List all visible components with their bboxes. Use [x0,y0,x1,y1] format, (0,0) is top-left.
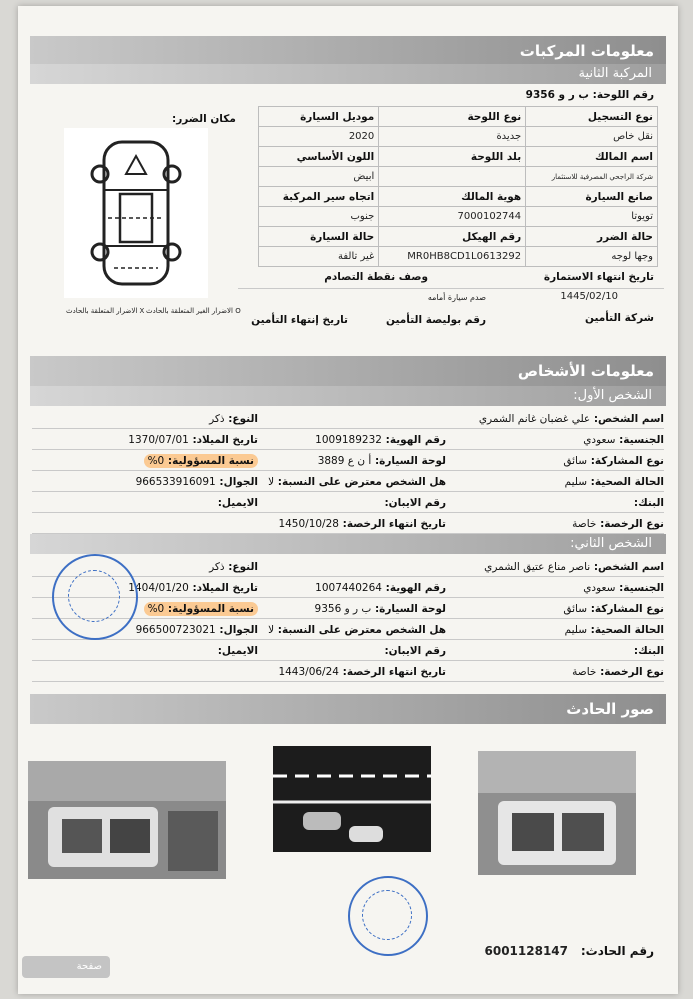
field-label: نسبة المسؤولية: [167,603,254,615]
vehicles-section-title: معلومات المركبات [30,36,666,66]
vehicle-field-label: موديل السيارة [259,107,379,127]
field-label: تاريخ الميلاد: [192,582,258,594]
photo-placeholder-icon [28,761,226,879]
person-health-field [565,623,664,637]
field-label: اسم الشخص: [593,413,664,425]
field-value: سائق [563,455,588,467]
row-divider [32,660,664,661]
person-bank-field [634,496,664,510]
stamp-inner-ring [68,570,120,622]
vehicle-field-value [379,167,526,187]
field-value: 1450/10/28 [278,518,339,530]
vehicle-label-row [259,227,658,247]
person-birth-field [128,581,258,595]
row-divider [32,428,664,429]
field-label: الجنسية: [619,582,664,594]
field-label: تاريخ الميلاد: [192,434,258,446]
person-license-exp-field [278,665,446,679]
person-license-field [572,665,664,679]
field-value: 0% [147,603,165,615]
vehicle-field-label: اللون الأساسي [259,147,379,167]
stamp-inner-ring [362,890,412,940]
page-label: صفحة [76,961,102,972]
field-label: الحالة الصحية: [590,624,664,636]
damage-place-label: مكان الضرر: [172,113,236,125]
field-label: لوحة السيارة: [374,455,446,467]
page-indicator [22,956,110,978]
field-value: 1009189232 [315,434,382,446]
vehicle-field-value: MR0HB8CD1L0613292 [379,247,526,267]
person-plate-field [315,602,446,616]
vehicle-value-row [259,207,658,227]
vehicle-field-label: نوع اللوحة [379,107,526,127]
person-title: الشخص الثاني: [30,534,666,554]
person-liability-field [144,454,258,468]
field-value: ذكر [209,413,225,425]
accident-photo-front-right[interactable] [478,751,636,875]
person-nationality-field [583,433,664,447]
official-stamp-bottom [348,876,428,956]
divider [238,288,664,289]
field-value: سليم [564,476,588,488]
vehicle-field-label: حالة الضرر [526,227,658,247]
field-value: أ ن ع 3889 [317,455,372,467]
vehicle-sub-title: المركبة الثانية [30,64,666,84]
damage-legend-x: X الاضرار المتعلقة بالحادث [66,307,145,315]
plate-line: رقم اللوحة: ب ر و 9356 [525,89,654,101]
vehicle-field-label: هوية المالك [379,187,526,207]
vehicle-field-value: 7000102744 [379,207,526,227]
vehicle-label-row [259,147,658,167]
field-label: رقم الهوية: [385,582,446,594]
insurance-policy-label: رقم بوليصة التأمين [386,314,486,326]
field-value: 1404/01/20 [128,582,189,594]
vehicle-field-value: غير تالفة [259,247,379,267]
field-value: لا [268,476,275,488]
field-label: الحالة الصحية: [590,476,664,488]
field-label: نوع الرخصة: [600,666,664,678]
field-label: الجوال: [219,476,258,488]
field-label: نوع الرخصة: [600,518,664,530]
field-label: النوع: [228,413,258,425]
field-value: 1007440264 [315,582,382,594]
field-label: النوع: [228,561,258,573]
vehicle-field-label: صانع السيارة [526,187,658,207]
row-divider [32,639,664,640]
field-label: رقم الهوية: [385,434,446,446]
vehicle-label-row [259,187,658,207]
person-plate-field [318,454,446,468]
person-birth-field [128,433,258,447]
vehicle-info-table [258,106,658,267]
field-value: خاصة [572,518,597,530]
person-objects-field [268,623,446,637]
vehicle-value-row [259,127,658,147]
vehicle-value-row [259,167,658,187]
field-value: لا [268,624,275,636]
vehicle-field-value: جنوب [259,207,379,227]
field-value: سائق [563,603,588,615]
field-label: لوحة السيارة: [374,603,446,615]
vehicle-value-row [259,247,658,267]
field-value: خاصة [572,666,597,678]
field-label: رقم الايبان: [384,497,446,509]
person-name-field [479,412,664,426]
person-title: الشخص الأول: [30,386,666,406]
field-label: تاريخ انتهاء الرخصة: [342,666,446,678]
field-value: 1443/06/24 [278,666,339,678]
person-email-field [218,496,258,510]
field-value: سعودي [583,434,616,446]
field-value: 966533916091 [135,476,216,488]
car-outline-icon [64,128,208,298]
accident-diagram-photo[interactable] [273,746,431,852]
field-label: نسبة المسؤولية: [167,455,254,467]
car-damage-diagram [64,128,208,298]
person-license-field [572,517,664,531]
person-iban-field [384,496,446,510]
vehicle-field-value: شركة الراجحي المصرفية للاستثمار [526,167,658,187]
field-label: هل الشخص معترض على النسبة: [277,624,446,636]
person-role-field [563,602,664,616]
person-gender-field [209,560,258,574]
registration-expiry-value: 1445/02/10 [560,291,618,302]
vehicle-label-row [259,107,658,127]
vehicle-field-label: اتجاه سير المركبة [259,187,379,207]
registration-expiry-label: تاريخ انتهاء الاستمارة [543,271,654,283]
person-role-field [563,454,664,468]
vehicle-field-value: تويوتا [526,207,658,227]
field-label: الجوال: [219,624,258,636]
field-label: هل الشخص معترض على النسبة: [277,476,446,488]
person-id-field [315,433,446,447]
vehicle-field-label: رقم الهيكل [379,227,526,247]
persons-section-title: معلومات الأشخاص [30,356,666,386]
row-divider [32,681,664,682]
person-name-field [484,560,664,574]
accident-report-page [18,6,678,994]
field-label: رقم الايبان: [384,645,446,657]
collision-point-value: صدم سيارة أمامه [427,293,486,302]
person-mobile-field [136,475,258,489]
field-value: ذكر [209,561,225,573]
field-label: الايميل: [217,497,258,509]
person-email-field [218,644,258,658]
insurance-company-label: شركة التأمين [585,312,654,324]
person-license-exp-field [278,517,446,531]
person-objects-field [268,475,446,489]
damage-legend-o: O الاضرار الغير المتعلقة بالحادث [146,307,241,315]
person-health-field [565,475,664,489]
accident-number-value: 6001128147 [484,944,568,958]
person-mobile-field [136,623,258,637]
row-divider [32,491,664,492]
vehicle-field-label: بلد اللوحة [379,147,526,167]
field-value: ب ر و 9356 [314,603,372,615]
collision-point-label: وصف نقطة التصادم [324,271,428,283]
field-value: 1370/07/01 [128,434,189,446]
person-bank-field [634,644,664,658]
vehicle-field-label: اسم المالك [526,147,658,167]
field-label: تاريخ انتهاء الرخصة: [342,518,446,530]
official-stamp [52,554,138,640]
vehicle-field-value: 2020 [259,127,379,147]
field-value: 966500723021 [135,624,216,636]
vehicle-field-value: جديدة [379,127,526,147]
person-liability-field [144,602,258,616]
field-value: ناصر مناع عتيق الشمري [484,561,591,573]
person-iban-field [384,644,446,658]
accident-number-label: رقم الحادث: [580,944,654,958]
vehicle-field-label: حالة السيارة [259,227,379,247]
vehicle-field-value: ابيض [259,167,379,187]
field-label: اسم الشخص: [593,561,664,573]
field-label: الايميل: [217,645,258,657]
insurance-expiry-label: تاريخ إنتهاء التأمين [251,314,348,326]
row-divider [32,470,664,471]
person-nationality-field [583,581,664,595]
field-label: نوع المشاركة: [590,603,664,615]
vehicle-field-value: نقل خاص [526,127,658,147]
row-divider [32,449,664,450]
field-value: 0% [147,455,165,467]
field-label: البنك: [633,645,664,657]
row-divider [32,512,664,513]
field-value: سعودي [583,582,616,594]
road-diagram-icon [273,746,431,852]
field-value: علي غضبان غانم الشمري [478,413,591,425]
field-label: البنك: [633,497,664,509]
person-id-field [315,581,446,595]
accident-photo-front-left[interactable] [28,761,226,879]
field-label: نوع المشاركة: [590,455,664,467]
vehicle-field-label: نوع التسجيل [526,107,658,127]
field-value: سليم [564,624,588,636]
photo-placeholder-icon [478,751,636,875]
field-label: الجنسية: [619,434,664,446]
vehicle-field-value: وجها لوجه [526,247,658,267]
photos-section-title: صور الحادث [30,694,666,724]
person-gender-field [209,412,258,426]
